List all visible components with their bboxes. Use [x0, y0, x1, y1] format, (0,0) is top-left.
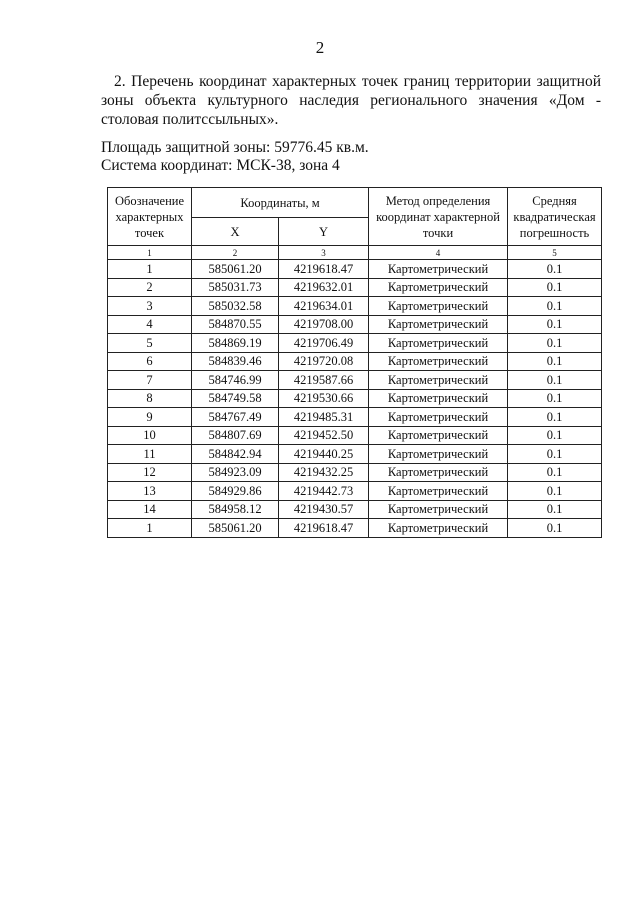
- cell-y: 4219485.31: [279, 408, 369, 427]
- cell-method: Картометрический: [369, 500, 508, 519]
- cell-point: 8: [108, 389, 192, 408]
- cell-y: 4219706.49: [279, 334, 369, 353]
- header-method: Метод определения координат характерной точки: [369, 188, 508, 246]
- coordinate-system: Система координат: МСК-38, зона 4: [101, 157, 340, 174]
- cell-error: 0.1: [508, 463, 602, 482]
- cell-method: Картометрический: [369, 297, 508, 316]
- table-row: [108, 297, 602, 316]
- cell-x: 584923.09: [192, 463, 279, 482]
- cell-error: 0.1: [508, 260, 602, 279]
- cell-y: 4219430.57: [279, 500, 369, 519]
- cell-method: Картометрический: [369, 352, 508, 371]
- table-row: [108, 500, 602, 519]
- cell-method: Картометрический: [369, 278, 508, 297]
- cell-point: 4: [108, 315, 192, 334]
- cell-y: 4219440.25: [279, 445, 369, 464]
- cell-point: 9: [108, 408, 192, 427]
- cell-error: 0.1: [508, 426, 602, 445]
- table-row: [108, 334, 602, 353]
- column-number: 1: [108, 246, 192, 260]
- coordinates-table: [107, 187, 602, 538]
- table-row: [108, 482, 602, 501]
- table-row: [108, 371, 602, 390]
- table-row: [108, 445, 602, 464]
- cell-method: Картометрический: [369, 426, 508, 445]
- cell-method: Картометрический: [369, 315, 508, 334]
- cell-point: 3: [108, 297, 192, 316]
- table-row: [108, 278, 602, 297]
- cell-x: 584842.94: [192, 445, 279, 464]
- cell-x: 585061.20: [192, 260, 279, 279]
- cell-error: 0.1: [508, 371, 602, 390]
- cell-error: 0.1: [508, 389, 602, 408]
- column-number: 5: [508, 246, 602, 260]
- cell-method: Картометрический: [369, 482, 508, 501]
- cell-point: 10: [108, 426, 192, 445]
- cell-y: 4219720.08: [279, 352, 369, 371]
- page-number: 2: [315, 38, 325, 57]
- cell-error: 0.1: [508, 500, 602, 519]
- cell-error: 0.1: [508, 278, 602, 297]
- cell-method: Картометрический: [369, 408, 508, 427]
- table-row: [108, 463, 602, 482]
- cell-point: 6: [108, 352, 192, 371]
- header-x: X: [192, 218, 279, 246]
- cell-method: Картометрический: [369, 519, 508, 538]
- table-row: [108, 408, 602, 427]
- cell-x: 585061.20: [192, 519, 279, 538]
- cell-point: 1: [108, 519, 192, 538]
- cell-x: 584869.19: [192, 334, 279, 353]
- cell-y: 4219708.00: [279, 315, 369, 334]
- cell-y: 4219452.50: [279, 426, 369, 445]
- cell-error: 0.1: [508, 482, 602, 501]
- cell-error: 0.1: [508, 519, 602, 538]
- cell-method: Картометрический: [369, 371, 508, 390]
- column-number: 2: [192, 246, 279, 260]
- column-number-row: [108, 246, 602, 260]
- table-row: [108, 352, 602, 371]
- cell-point: 13: [108, 482, 192, 501]
- cell-error: 0.1: [508, 408, 602, 427]
- cell-y: 4219442.73: [279, 482, 369, 501]
- cell-x: 584749.58: [192, 389, 279, 408]
- cell-method: Картометрический: [369, 445, 508, 464]
- header-mean-square-error: Средняя квадратическая погрешность: [508, 188, 602, 246]
- cell-error: 0.1: [508, 334, 602, 353]
- cell-method: Картометрический: [369, 389, 508, 408]
- protection-zone-area: Площадь защитной зоны: 59776.45 кв.м.: [101, 139, 369, 156]
- cell-x: 584839.46: [192, 352, 279, 371]
- cell-point: 12: [108, 463, 192, 482]
- column-number: 3: [279, 246, 369, 260]
- table-row: [108, 519, 602, 538]
- cell-x: 585032.58: [192, 297, 279, 316]
- table-row: [108, 315, 602, 334]
- cell-point: 7: [108, 371, 192, 390]
- table-row: [108, 389, 602, 408]
- cell-error: 0.1: [508, 297, 602, 316]
- cell-error: 0.1: [508, 445, 602, 464]
- column-number: 4: [369, 246, 508, 260]
- cell-point: 2: [108, 278, 192, 297]
- cell-error: 0.1: [508, 352, 602, 371]
- cell-method: Картометрический: [369, 260, 508, 279]
- cell-error: 0.1: [508, 315, 602, 334]
- cell-y: 4219618.47: [279, 519, 369, 538]
- cell-x: 585031.73: [192, 278, 279, 297]
- header-y: Y: [279, 218, 369, 246]
- cell-y: 4219634.01: [279, 297, 369, 316]
- cell-x: 584767.49: [192, 408, 279, 427]
- cell-x: 584958.12: [192, 500, 279, 519]
- cell-y: 4219632.01: [279, 278, 369, 297]
- cell-y: 4219530.66: [279, 389, 369, 408]
- header-point-designation: Обозначение характерных точек: [108, 188, 192, 246]
- cell-x: 584870.55: [192, 315, 279, 334]
- cell-y: 4219587.66: [279, 371, 369, 390]
- table-row: [108, 260, 602, 279]
- cell-point: 14: [108, 500, 192, 519]
- cell-point: 11: [108, 445, 192, 464]
- cell-method: Картометрический: [369, 334, 508, 353]
- cell-x: 584929.86: [192, 482, 279, 501]
- table-row: [108, 426, 602, 445]
- cell-x: 584807.69: [192, 426, 279, 445]
- cell-x: 584746.99: [192, 371, 279, 390]
- cell-y: 4219618.47: [279, 260, 369, 279]
- section-heading: 2. Перечень координат характерных точек границ территории защитной зоны объекта культурного наследия регионального значения «Дом - столовая политссыльных».: [101, 73, 601, 128]
- cell-y: 4219432.25: [279, 463, 369, 482]
- header-coordinates: Координаты, м: [192, 188, 369, 218]
- cell-point: 5: [108, 334, 192, 353]
- cell-point: 1: [108, 260, 192, 279]
- cell-method: Картометрический: [369, 463, 508, 482]
